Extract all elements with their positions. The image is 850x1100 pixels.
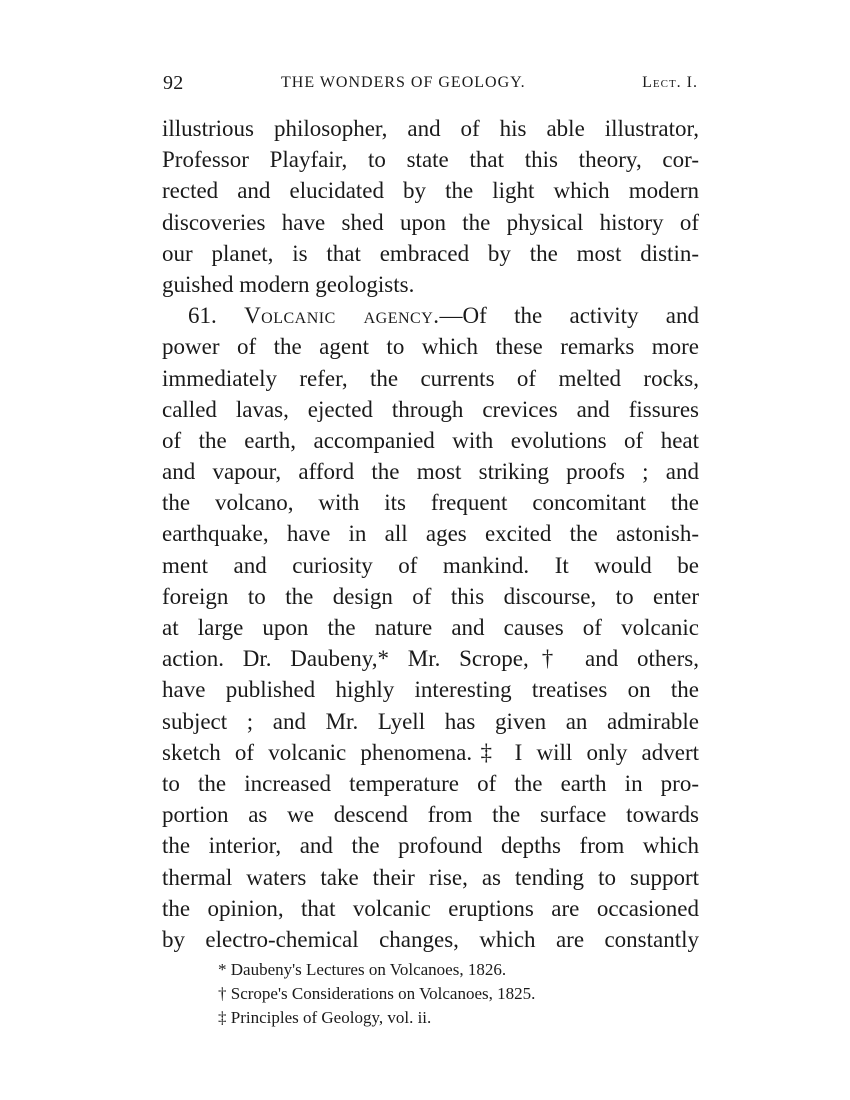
- text-line: action. Dr. Daubeny,* Mr. Scrope,† and others,: [162, 646, 699, 672]
- text-line: to the increased temperature of the earth in pro-: [162, 770, 699, 796]
- text-line: discoveries have shed upon the physical history of: [162, 209, 699, 235]
- footnote: * Daubeny's Lectures on Volcanoes, 1826.: [218, 960, 507, 979]
- section-first-line-text: —Of the activity and: [439, 303, 699, 329]
- text-line: subject ; and Mr. Lyell has given an admirable: [162, 708, 699, 734]
- text-line: our planet, is that embraced by the most distin-: [162, 240, 699, 266]
- lecture-marker: Lect. I.: [642, 74, 698, 91]
- text-line: illustrious philosopher, and of his able illustrator,: [162, 116, 699, 141]
- running-title: THE WONDERS OF GEOLOGY.: [281, 74, 526, 91]
- text-line: thermal waters take their rise, as tending to support: [162, 864, 699, 890]
- text-line: the interior, and the profound depths from which: [162, 833, 699, 859]
- text-line: power of the agent to which these remarks more: [162, 334, 699, 360]
- text-line: guished modern geologists.: [162, 271, 415, 297]
- footnote: † Scrope's Considerations on Volcanoes, 1825.: [218, 984, 536, 1003]
- text-line: portion as we descend from the surface towards: [162, 802, 699, 828]
- body-text: [162, 113, 699, 955]
- text-line: rected and elucidated by the light which modern: [162, 178, 699, 204]
- running-head: [163, 72, 698, 96]
- footnote: ‡ Principles of Geology, vol. ii.: [218, 1008, 432, 1027]
- text-line: the opinion, that volcanic eruptions are occasioned: [162, 895, 699, 921]
- text-line: foreign to the design of this discourse, to enter: [162, 583, 699, 609]
- footnotes: [218, 958, 658, 1030]
- text-line: immediately refer, the currents of melted rocks,: [162, 365, 699, 391]
- text-line: of the earth, accompanied with evolutions of heat: [162, 427, 699, 453]
- text-line: earthquake, have in all ages excited the astonish-: [162, 521, 699, 547]
- text-line: at large upon the nature and causes of volcanic: [162, 615, 699, 640]
- page-number: 92: [163, 72, 184, 94]
- section-number: 61.: [188, 303, 217, 329]
- text-line: have published highly interesting treatises on the: [162, 677, 699, 703]
- text-line: called lavas, ejected through crevices and fissures: [162, 396, 699, 422]
- section-first-line: [162, 300, 699, 331]
- text-line: Professor Playfair, to state that this theory, cor-: [162, 147, 699, 173]
- text-line: and vapour, afford the most striking proofs ; and: [162, 459, 699, 485]
- text-line: by electro-chemical changes, which are constantly: [162, 926, 699, 952]
- section-heading: Volcanic agency.: [244, 303, 440, 329]
- text-line: ment and curiosity of mankind. It would be: [162, 552, 699, 578]
- text-line: sketch of volcanic phenomena.‡ I will only advert: [162, 739, 699, 765]
- text-line: the volcano, with its frequent concomitant the: [162, 490, 699, 516]
